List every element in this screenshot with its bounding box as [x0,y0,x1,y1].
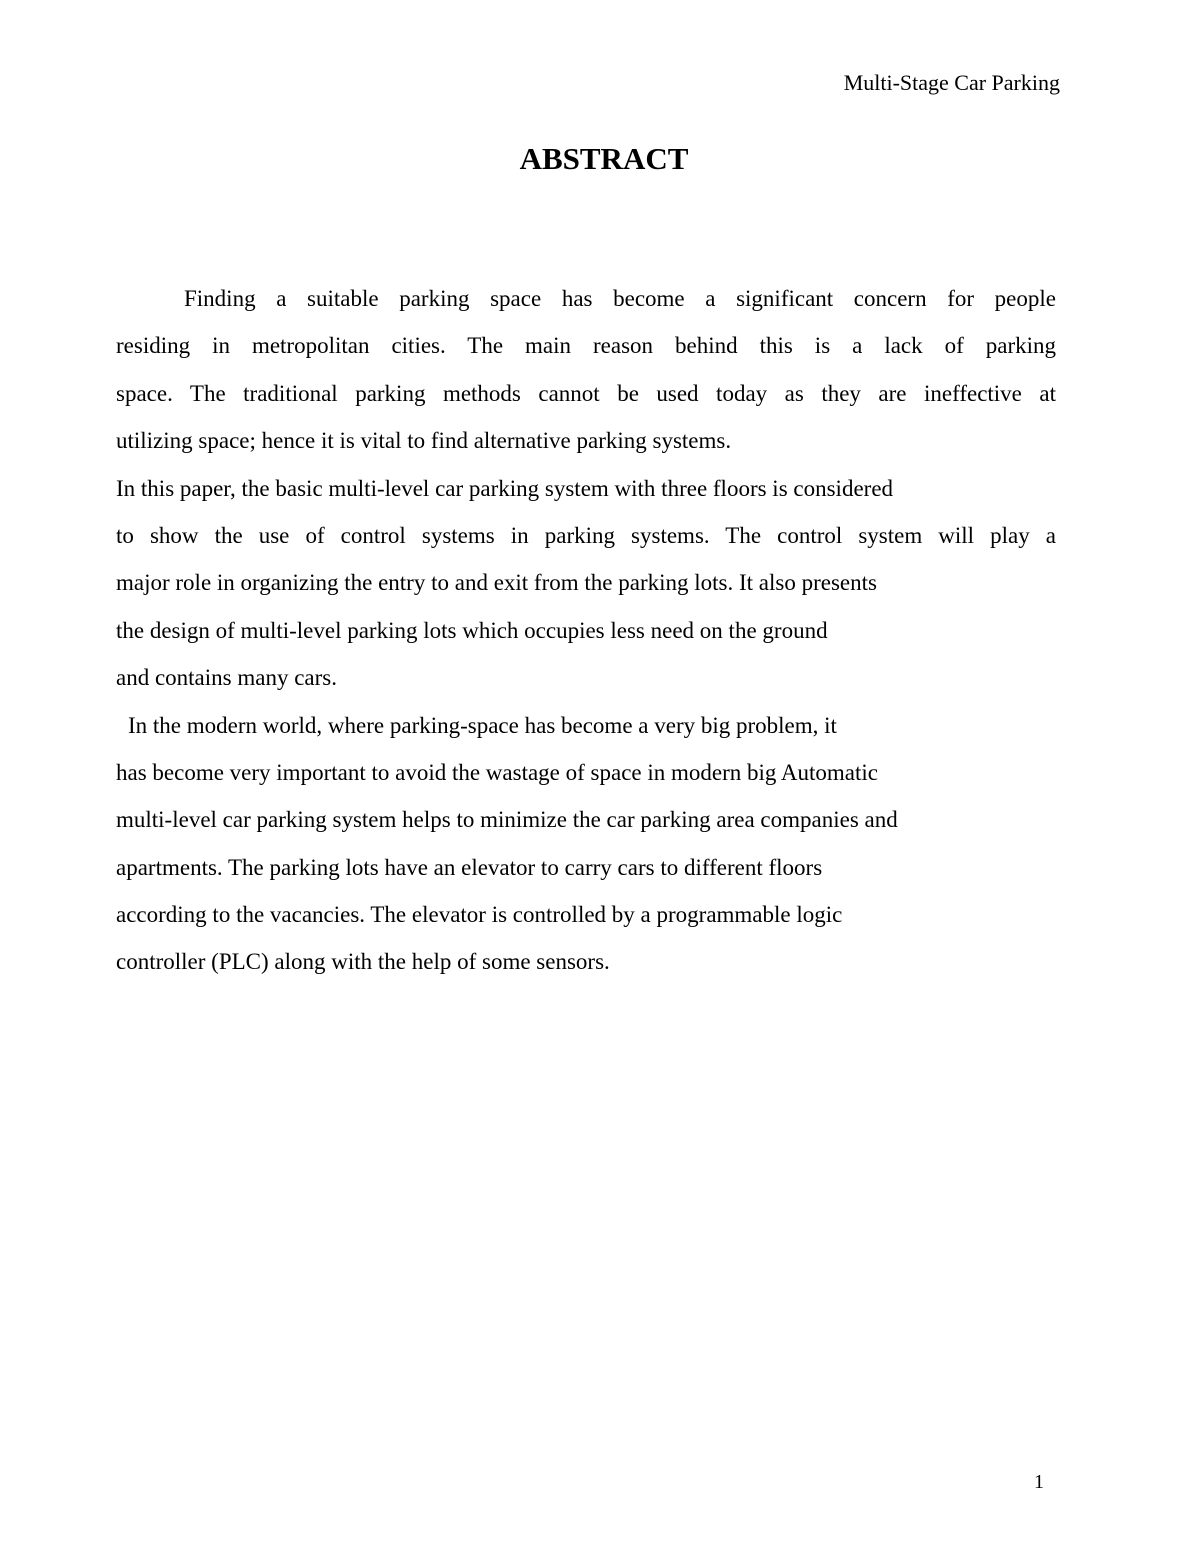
paragraph-3-line-6: controller (PLC) along with the help of some sensors. [116,949,610,975]
paragraph-3-line-2: has become very important to avoid the wastage of space in modern big Automatic [116,759,878,785]
paragraph-2-line-3: major role in organizing the entry to and exit from the parking lots. It also presents [116,570,877,596]
paragraph-2-line-5: and contains many cars. [116,665,337,691]
page-number: 1 [1034,1471,1044,1493]
running-header: Multi-Stage Car Parking [843,70,1060,95]
paragraph-3-line-5: according to the vacancies. The elevator is controlled by a programmable logic [116,902,843,928]
paragraph-3-line-1: In the modern world, where parking-space has become a very big problem, it [128,712,837,738]
abstract-body [116,278,1056,989]
paragraph-2-line-4: the design of multi-level parking lots which occupies less need on the ground [116,617,828,643]
paragraph-1-line-3: space. The traditional parking methods cannot be used today as they are ineffective at [116,380,1056,406]
paragraph-3-line-4: apartments. The parking lots have an elevator to carry cars to different floors [116,854,823,880]
paragraph-1-line-4: utilizing space; hence it is vital to find alternative parking systems. [116,428,732,454]
paragraph-1-line-1: Finding a suitable parking space has become a significant concern for people [184,286,1056,311]
paragraph-1-line-2: residing in metropolitan cities. The main reason behind this is a lack of parking [116,333,1056,359]
paragraph-2-line-2: to show the use of control systems in parking systems. The control system will play a [116,522,1056,548]
paragraph-2-line-1: In this paper, the basic multi-level car parking system with three floors is considered [116,475,894,501]
paragraph-3-line-3: multi-level car parking system helps to minimize the car parking area companies and [116,807,898,833]
abstract-heading: ABSTRACT [519,141,689,176]
